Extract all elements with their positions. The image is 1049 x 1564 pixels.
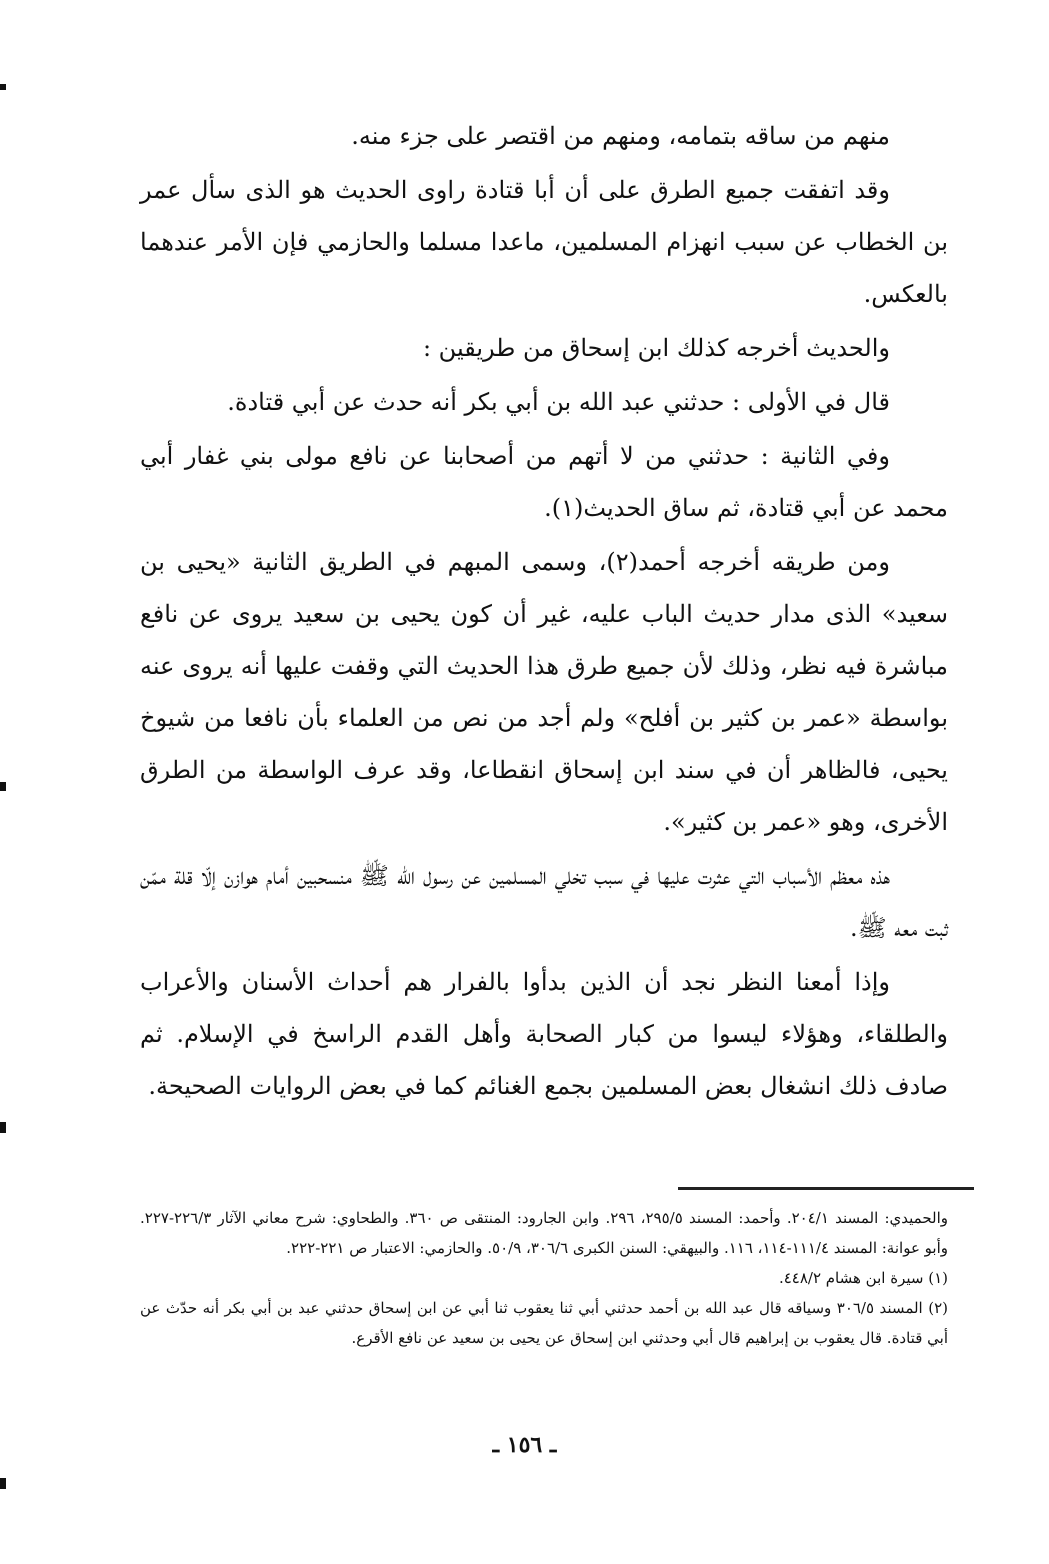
paragraph-text: وقد اتفقت جميع الطرق على أن أبا قتادة راوى الحديث هو الذى سأل عمر بن الخطاب عن سبب انهزام المسلمين، ماعدا مسلما والحازمي فإن الأمر عندهما بالعكس. xyxy=(140,176,948,308)
paragraph-text: قال في الأولى : حدثني عبد الله بن أبي بكر أنه حدث عن أبي قتادة. xyxy=(227,388,890,416)
paragraph xyxy=(140,164,948,320)
paragraph xyxy=(140,322,948,374)
footnote: (١) سيرة ابن هشام ٤٤٨/٢. xyxy=(778,1269,948,1287)
scan-mark xyxy=(0,1122,6,1133)
paragraph-text: هذه معظم الأسباب التي عثرت عليها في سبب تخلي المسلمين عن رسول الله ﷺ منسحبين أمام هوازن إلّا قلة ممّن ثبت معه ﷺ. xyxy=(140,862,948,942)
footnotes xyxy=(140,1203,948,1353)
footnote: والحميدي: المسند ٢٠٤/١. وأحمد: المسند ٢٩٥/٥، ٢٩٦. وابن الجارود: المنتقى ص ٣٦٠. والطحاوي: شرح معاني الآثار ٢٢٦/٣-٢٢٧. وأبو عوانة: المسند ١١١/٤-١١٤، ١١٦. والبيهقي: السنن الكبرى ٣٠٦/٦، ٥٠/٩. والحازمي: الاعتبار ص ٢٢١-٢٢٢. xyxy=(140,1209,949,1257)
page-number: ـ ١٥٦ ـ xyxy=(492,1432,557,1458)
scan-mark xyxy=(0,782,6,791)
paragraph-text: والحديث أخرجه كذلك ابن إسحاق من طريقين : xyxy=(422,334,890,362)
footnote-separator xyxy=(678,1187,974,1190)
footnote: (٢) المسند ٣٠٦/٥ وسياقه قال عبد الله بن أحمد حدثني أبي ثنا يعقوب ثنا أبي عن ابن إسحاق حدثني عبد بن أبي بكر أنه حدّث عن أبي قتادة. قال يعقوب بن إبراهيم قال أبي وحدثني ابن إسحاق عن يحيى بن سعيد عن نافع الأقرع. xyxy=(140,1299,948,1347)
scan-mark xyxy=(0,1478,6,1489)
paragraph xyxy=(140,376,948,428)
main-text xyxy=(140,110,948,1114)
paragraph xyxy=(140,850,948,954)
paragraph-text: منهم من ساقه بتمامه، ومنهم من اقتصر على جزء منه. xyxy=(351,122,890,150)
scan-mark xyxy=(0,84,6,90)
paragraph-text: وفي الثانية : حدثني من لا أتهم من أصحابنا عن نافع مولى بني غفار أبي محمد عن أبي قتادة، ثم ساق الحديث(١). xyxy=(140,442,948,522)
paragraph-text: ومن طريقه أخرجه أحمد(٢)، وسمى المبهم في الطريق الثانية «يحيى بن سعيد» الذى مدار حديث الباب عليه، غير أن كون يحيى بن سعيد يروى عن نافع مباشرة فيه نظر، وذلك لأن جميع طرق هذا الحديث التي وقفت عليها أنه يروى عنه بواسطة «عمر بن كثير بن أفلح» ولم أجد من نص من العلماء بأن نافعا من شيوخ يحيى، فالظاهر أن في سند ابن إسحاق انقطاعا، وقد عرف الواسطة من الطرق الأخرى، وهو «عمر بن كثير». xyxy=(140,548,948,836)
paragraph xyxy=(140,536,948,848)
paragraph xyxy=(140,110,948,162)
paragraph xyxy=(140,430,948,534)
paragraph-text: وإذا أمعنا النظر نجد أن الذين بدأوا بالفرار هم أحداث الأسنان والأعراب والطلقاء، وهؤلاء ليسوا من كبار الصحابة وأهل القدم الراسخ في الإسلام. ثم صادف ذلك انشغال بعض المسلمين بجمع الغنائم كما في بعض الروايات الصحيحة. xyxy=(140,968,948,1100)
paragraph xyxy=(140,956,948,1112)
